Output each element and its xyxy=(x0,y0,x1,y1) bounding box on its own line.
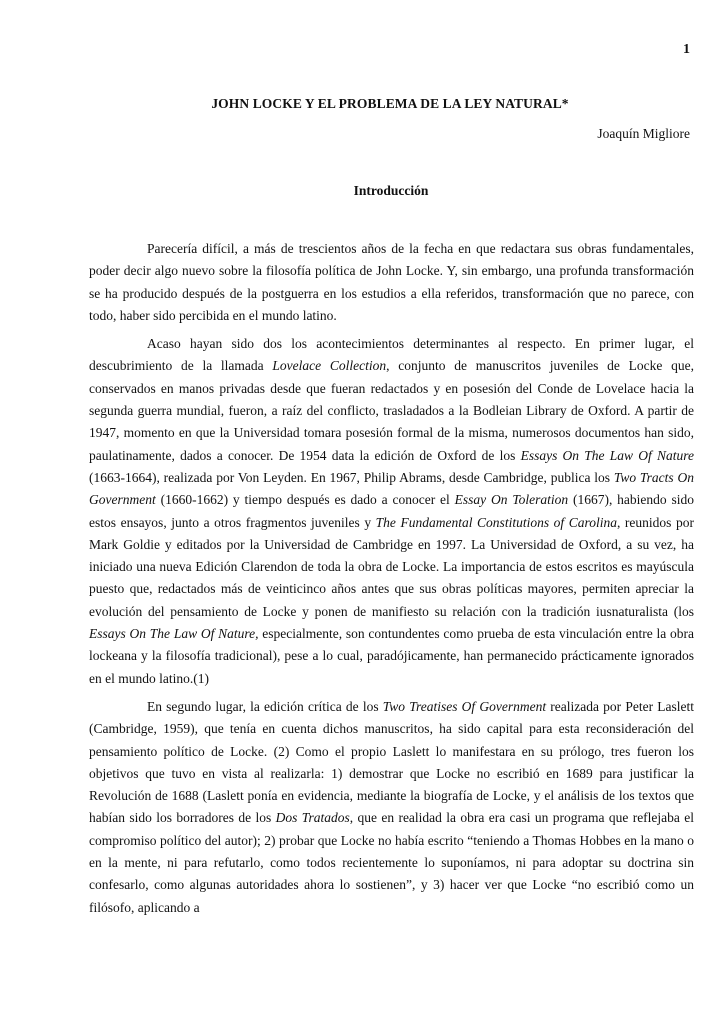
body-text xyxy=(89,238,694,925)
article-title: JOHN LOCKE Y EL PROBLEMA DE LA LEY NATURAL* xyxy=(211,96,569,111)
paragraph-text: Parecería difícil, a más de trescientos años de la fecha en que redactara sus obras fundamentales, poder decir algo nuevo sobre la filosofía política de John Locke. Y, sin embargo, una profunda transformación se ha producido después de la postguerra en los estudios a ella referidos, transformación que no parece, con todo, haber sido percibida en el mundo latino. xyxy=(89,241,694,323)
italic-title: Dos Tratados xyxy=(275,810,350,826)
italic-title: The Fundamental Constitutions of Carolina xyxy=(375,514,617,530)
author-name: Joaquín Migliore xyxy=(597,126,690,141)
paragraph-text: (1663-1664), realizada por Von Leyden. En 1967, Philip Abrams, desde Cambridge, publica los xyxy=(89,469,614,485)
italic-title: Essay On Toleration xyxy=(454,492,569,508)
italic-title: Essays On The Law Of Nature, xyxy=(89,626,259,642)
paragraph xyxy=(89,696,694,919)
paragraph-text: especialmente, son contundentes como prueba de esta vinculación entre la obra lockeana y la filosofía tradicional), pese a lo cual, paradójicamente, han permanecido prácticamente ignorados en el mundo latino.(1) xyxy=(89,626,694,686)
italic-title: Two Treatises Of Government xyxy=(382,698,547,714)
paragraph-text: realizada por Peter Laslett (Cambridge, 1959), que tenía en cuenta dichos manuscritos, ha sido capital para esta reconsideración del pensamiento político de Locke. (2) Como el propio Laslett lo manifestara en su prólogo, tres fueron los objetivos que tuvo en vista al realizarla: 1) demostrar que Locke no escribió en 1689 para justificar la Revolución de 1688 (Laslett ponía en evidencia, mediante la biografía de Locke, y el análisis de los textos que habían sido los borradores de los xyxy=(89,698,695,826)
paragraph-text: (1660-1662) y tiempo después es dado a conocer el xyxy=(155,492,455,508)
italic-title: Two Tracts On Government xyxy=(89,469,694,508)
paragraph xyxy=(89,238,694,327)
paragraph-text: , conjunto de manuscritos juveniles de Locke que, conservados en manos privadas desde que fueran redactados y en posesión del Conde de Lovelace hacia la segunda guerra mundial, fueron, a raíz del conflicto, trasladados a la Bodleian Library de Oxford. A partir de 1947, momento en que la Universidad tomara posesión formal de la misma, numerosos documentos han sido, paulatinamente, dados a conocer. De 1954 data la edición de Oxford de los xyxy=(89,358,694,463)
italic-title: Essays On The Law Of Nature xyxy=(520,447,694,463)
italic-title: Lovelace Collection xyxy=(272,358,387,374)
page-number: 1 xyxy=(683,42,690,57)
paragraph-text: , reunidos por Mark Goldie y editados por la Universidad de Cambridge en 1997. La Universidad de Oxford, a su vez, ha iniciado una nueva Edición Clarendon de toda la obra de Locke. La importancia de estos escritos es mayúscula puesto que, redactados más de veinticinco años antes que sus obras políticas mayores, permiten apreciar la evolución del pensamiento de Locke y ponen de manifiesto su relación con la tradición iusnaturalista (los xyxy=(89,514,694,619)
paragraph-text: (1667), habiendo sido estos ensayos, junto a otros fragmentos juveniles y xyxy=(89,492,695,530)
paragraph-text: , que en realidad la obra era casi un programa que reflejaba el compromiso político del autor); 2) probar que Locke no había escrito “teniendo a Thomas Hobbes en la mano o en la mente, ni para refutarlo, como todos recientemente lo suponíamos, ni para adoptar su doctrina sin confesarlo, como algunas autoridades ahora lo sostienen”, y 3) hacer ver que Locke “no escribió como un filósofo, aplicando a xyxy=(89,810,695,915)
section-heading: Introducción xyxy=(353,183,429,198)
paragraph xyxy=(89,333,694,690)
paragraph-text: Acaso hayan sido dos los acontecimientos determinantes al respecto. En primer lugar, el descubrimiento de la llamada xyxy=(89,336,694,374)
paragraph-text: En segundo lugar, la edición crítica de los xyxy=(147,698,383,714)
